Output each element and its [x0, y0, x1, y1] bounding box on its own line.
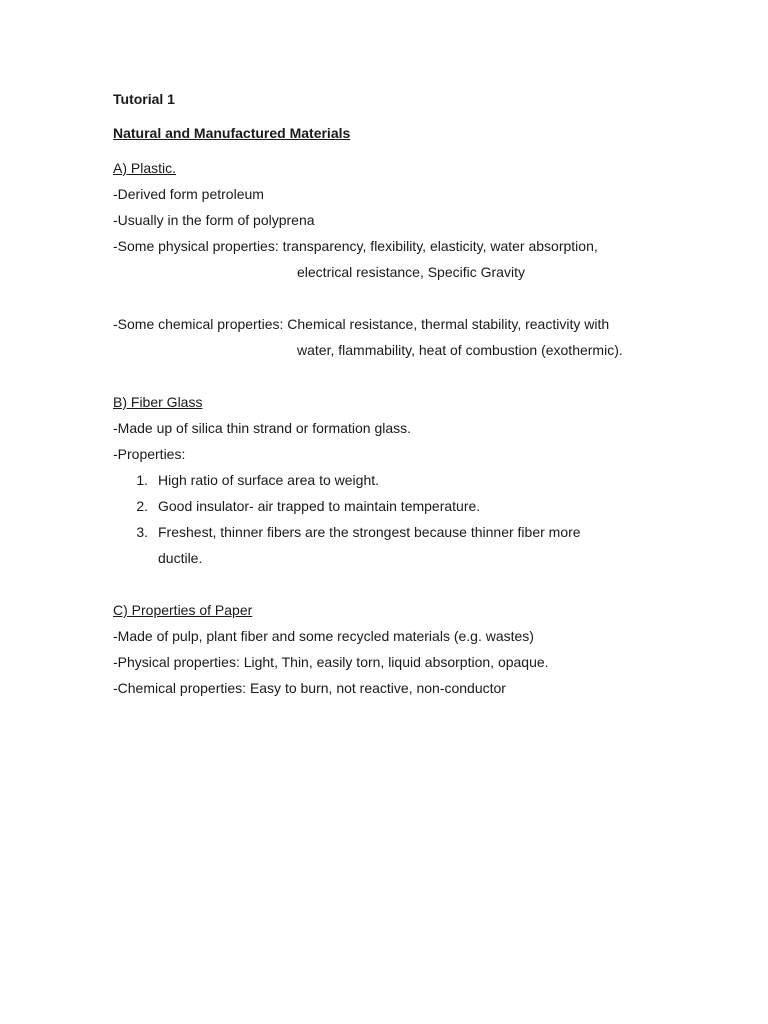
list-item: Good insulator- air trapped to maintain temperature.	[158, 498, 481, 514]
section-a-heading: A) Plastic.	[113, 160, 177, 176]
document-title: Tutorial 1	[113, 91, 175, 107]
list-item-number: 2.	[136, 498, 148, 514]
section-b-line: -Properties:	[113, 446, 186, 462]
section-a-chemical-properties: -Some chemical properties: Chemical resistance, thermal stability, reactivity with	[113, 316, 610, 332]
section-c-line: -Chemical properties: Easy to burn, not reactive, non-conductor	[113, 680, 506, 696]
list-item-number: 3.	[136, 524, 148, 540]
list-item-number: 1.	[136, 472, 148, 488]
section-a-line: -Usually in the form of polyprena	[113, 212, 315, 228]
list-item: High ratio of surface area to weight.	[158, 472, 380, 488]
section-b-line: -Made up of silica thin strand or formation glass.	[113, 420, 412, 436]
section-a-physical-properties: -Some physical properties: transparency, flexibility, elasticity, water absorption,	[113, 238, 598, 254]
section-a-physical-properties-continued: electrical resistance, Specific Gravity	[297, 264, 525, 280]
section-c-line: -Physical properties: Light, Thin, easily torn, liquid absorption, opaque.	[113, 654, 549, 670]
section-c-line: -Made of pulp, plant fiber and some recycled materials (e.g. wastes)	[113, 628, 534, 644]
list-item: Freshest, thinner fibers are the strongest because thinner fiber more	[158, 524, 581, 540]
section-a-chemical-properties-continued: water, flammability, heat of combustion (exothermic).	[297, 342, 623, 358]
document-heading: Natural and Manufactured Materials	[113, 125, 351, 141]
section-a-line: -Derived form petroleum	[113, 186, 264, 202]
section-c-heading: C) Properties of Paper	[113, 602, 253, 618]
section-b-heading: B) Fiber Glass	[113, 394, 203, 410]
list-item-continued: ductile.	[158, 550, 203, 566]
